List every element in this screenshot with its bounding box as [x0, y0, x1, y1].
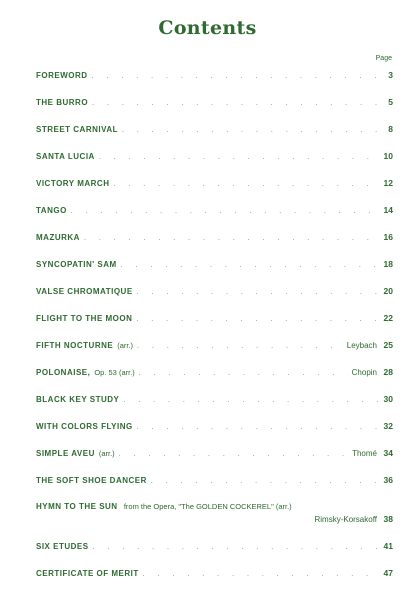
entry-page-number: 38 [383, 514, 393, 524]
entry-title: FOREWORD [36, 71, 88, 80]
dot-leader [113, 179, 379, 191]
entry-title: POLONAISE, [36, 368, 91, 377]
entry-title: HYMN TO THE SUN [36, 502, 118, 511]
entry-page-number: 14 [383, 205, 393, 215]
entry-page-number: 41 [383, 541, 393, 551]
entry-title: CERTIFICATE OF MERIT [36, 569, 139, 578]
entry-composer: Chopin [351, 368, 377, 377]
dot-leader [92, 71, 379, 83]
dot-leader [139, 368, 348, 380]
toc-entry-hymn-to-the-sun[interactable] [36, 500, 393, 528]
entry-title: SYNCOPATIN' SAM [36, 260, 117, 269]
dot-leader [71, 206, 379, 218]
toc-entry-six-etudes[interactable] [36, 540, 393, 552]
entry-first-line [36, 500, 393, 513]
dot-leader [122, 125, 379, 137]
dot-leader [137, 287, 379, 299]
entry-title: BLACK KEY STUDY [36, 395, 120, 404]
toc-entry-victory-march[interactable] [36, 177, 393, 189]
toc-entry-santa-lucia[interactable] [36, 150, 393, 162]
entry-title: TANGO [36, 206, 67, 215]
entry-page-number: 25 [383, 340, 393, 350]
toc-entry-street-carnival[interactable] [36, 123, 393, 135]
entry-note: Op. 53 (arr.) [94, 368, 135, 377]
entry-composer: Leybach [346, 341, 377, 350]
entry-page-number: 47 [383, 568, 393, 578]
entry-composer: Thomé [352, 449, 377, 458]
entry-composer: Rimsky-Korsakoff [314, 515, 377, 524]
entry-title: VALSE CHROMATIQUE [36, 287, 133, 296]
dot-leader [119, 449, 348, 461]
toc-entry-syncopatin-sam[interactable] [36, 258, 393, 270]
toc-entry-fifth-nocturne[interactable] [36, 339, 393, 351]
entry-title: SIMPLE AVEU [36, 449, 95, 458]
entry-page-number: 12 [383, 178, 393, 188]
entry-page-number: 3 [388, 70, 393, 80]
dot-leader [137, 422, 379, 434]
entry-title: VICTORY MARCH [36, 179, 110, 188]
toc-entry-polonaise[interactable] [36, 366, 393, 378]
dot-leader [121, 260, 379, 272]
entry-title: THE SOFT SHOE DANCER [36, 476, 147, 485]
entry-page-number: 10 [383, 151, 393, 161]
toc-entry-the-burro[interactable] [36, 96, 393, 108]
toc-entry-with-colors-flying[interactable] [36, 420, 393, 432]
entry-page-number: 34 [383, 448, 393, 458]
entry-title: FLIGHT TO THE MOON [36, 314, 133, 323]
toc-entry-tango[interactable] [36, 204, 393, 216]
entry-page-number: 18 [383, 259, 393, 269]
entry-title: MAZURKA [36, 233, 80, 242]
entry-title: WITH COLORS FLYING [36, 422, 133, 431]
entry-title: THE BURRO [36, 98, 89, 107]
dot-leader [93, 542, 379, 554]
dot-leader [123, 395, 379, 407]
entry-page-number: 28 [383, 367, 393, 377]
toc-entry-mazurka[interactable] [36, 231, 393, 243]
entry-title: FIFTH NOCTURNE [36, 341, 114, 350]
toc-entry-simple-aveu[interactable] [36, 447, 393, 459]
entry-title: SIX ETUDES [36, 542, 89, 551]
toc-entry-foreword[interactable] [36, 69, 393, 81]
dot-leader [99, 152, 379, 164]
entry-title: SANTA LUCIA [36, 152, 95, 161]
entry-page-number: 16 [383, 232, 393, 242]
toc-entry-the-soft-shoe-dancer[interactable] [36, 474, 393, 486]
entry-page-number: 32 [383, 421, 393, 431]
entry-page-number: 22 [383, 313, 393, 323]
page-column-label: Page [375, 55, 392, 62]
entry-note: from the Opera, "The GOLDEN COCKEREL" (arr.) [123, 502, 292, 511]
toc-entry-black-key-study[interactable] [36, 393, 393, 405]
entry-title: STREET CARNIVAL [36, 125, 119, 134]
entry-page-number: 36 [383, 475, 393, 485]
toc-entry-certificate-of-merit[interactable] [36, 567, 393, 579]
entry-page-number: 30 [383, 394, 393, 404]
toc-entry-flight-to-the-moon[interactable] [36, 312, 393, 324]
toc-entry-valse-chromatique[interactable] [36, 285, 393, 297]
entry-page-number: 8 [388, 124, 393, 134]
entry-page-number: 20 [383, 286, 393, 296]
dot-leader [84, 233, 379, 245]
entry-note: (arr.) [117, 341, 134, 350]
dot-leader [143, 569, 379, 581]
dot-leader [92, 98, 379, 110]
entry-note: (arr.) [98, 449, 115, 458]
entry-second-line [36, 513, 393, 526]
page-title: Contents [158, 17, 257, 39]
entry-page-number: 5 [388, 97, 393, 107]
dot-leader [136, 314, 379, 326]
dot-leader [137, 341, 343, 353]
dot-leader [151, 476, 379, 488]
